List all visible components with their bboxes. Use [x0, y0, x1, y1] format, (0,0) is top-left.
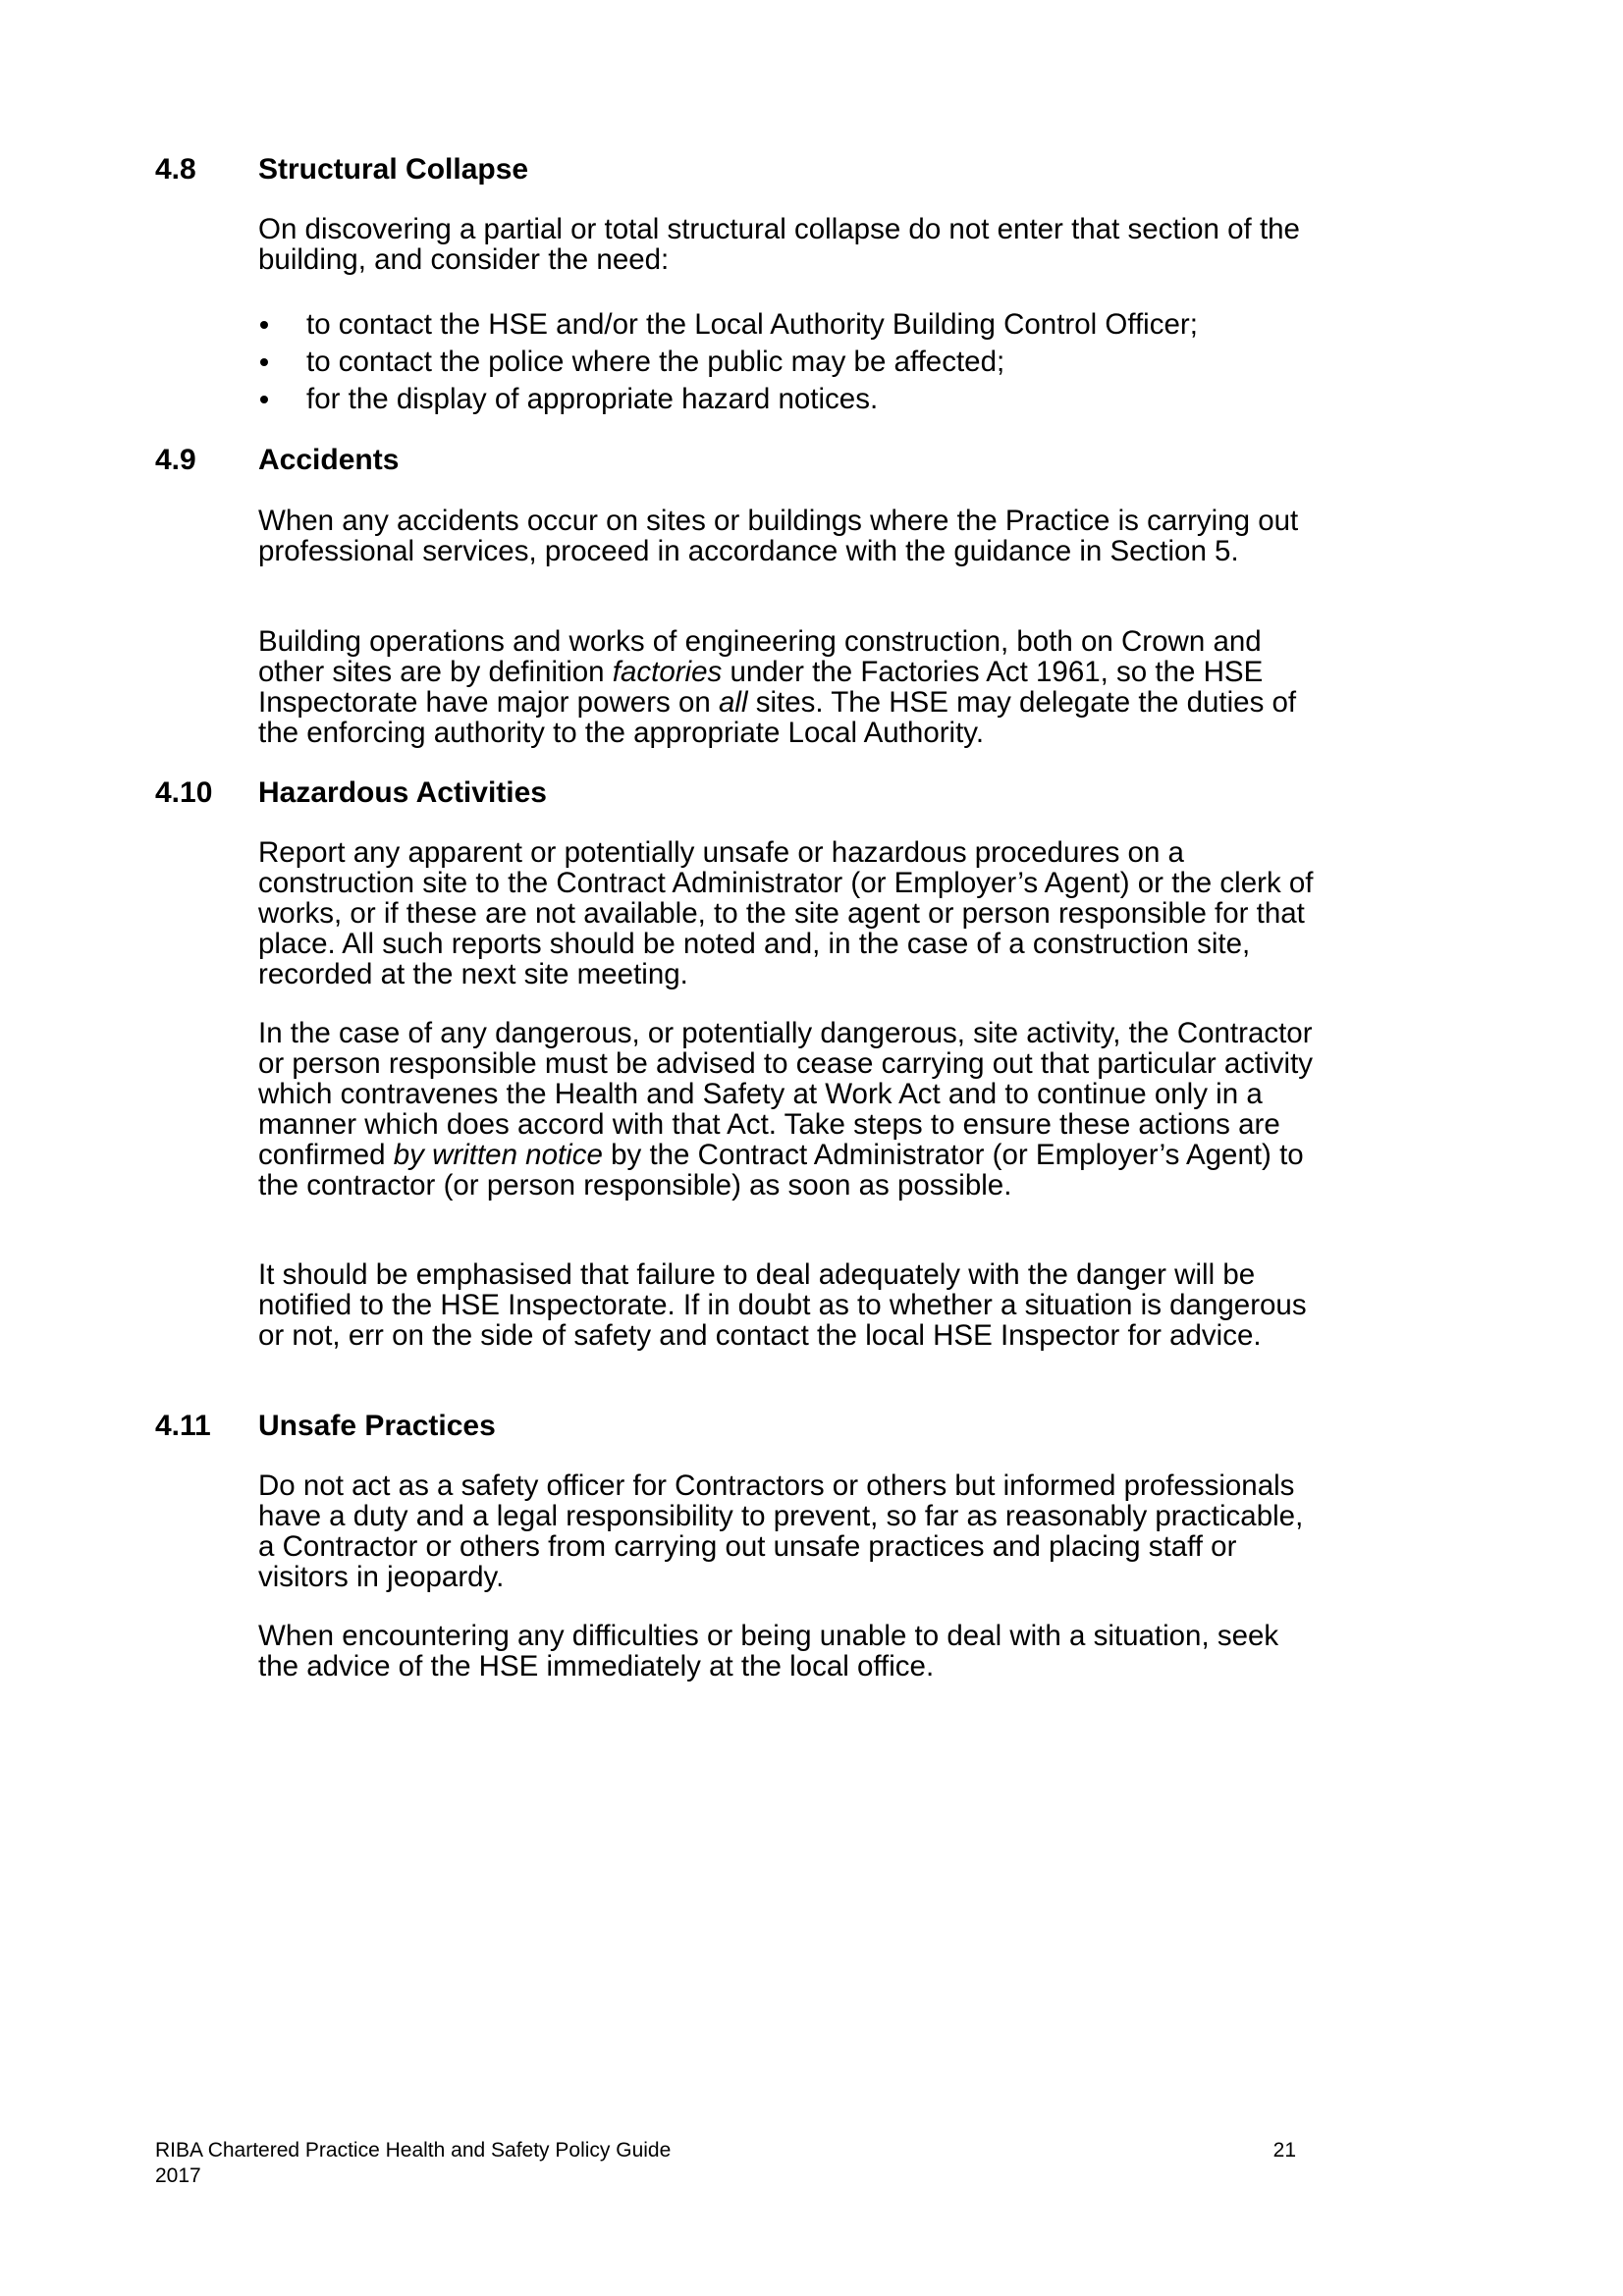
footer-title: RIBA Chartered Practice Health and Safety Policy Guide [155, 2139, 672, 2162]
section-title: Unsafe Practices [258, 1410, 496, 1442]
bullet-icon [260, 321, 268, 329]
section-heading-4-11 [155, 1409, 496, 1444]
page-number: 21 [1272, 2139, 1296, 2162]
bullet-icon [260, 358, 268, 366]
section-title: Hazardous Activities [258, 776, 547, 809]
section-4-10-paragraph-3: It should be emphasised that failure to deal adequately with the danger will be notified to the HSE Inspectorate. If in doubt as to whether a situation is dangerous or not, err on the side of safety and contact the local HSE Inspector for advice. [258, 1258, 1307, 1352]
list-item: to contact the HSE and/or the Local Authority Building Control Officer; [258, 306, 1319, 344]
section-4-9-paragraph-1: When any accidents occur on sites or buildings where the Practice is carrying out professional services, proceed in accordance with the guidance in Section 5. [258, 505, 1299, 567]
section-4-11-paragraph-2: When encountering any difficulties or being unable to deal with a situation, seek the advice of the HSE immediately at the local office. [258, 1620, 1279, 1682]
section-4-8-intro: On discovering a partial or total structural collapse do not enter that section of the building, and consider the need: [258, 213, 1300, 276]
section-4-9-paragraph-2: Building operations and works of engineering construction, both on Crown and other sites are by definition factories under the Factories Act 1961, so the HSE Inspectorate have major powers on all sites. The HSE may delegate the duties of the enforcing authority to the appropriate Local Authority. [258, 625, 1297, 749]
section-heading-4-9 [155, 443, 399, 478]
bullet-list [258, 306, 1319, 418]
bullet-icon [260, 396, 268, 403]
list-item: for the display of appropriate hazard notices. [258, 381, 1319, 418]
page-footer [155, 2138, 671, 2189]
section-4-10-paragraph-2: In the case of any dangerous, or potentially dangerous, site activity, the Contractor or person responsible must be advised to cease carrying out that particular activity which contravenes the Health and Safety at Work Act and to continue only in a manner which does accord with that Act. Take steps to ensure these actions are confirmed by written notice by the Contract Administrator (or Employer’s Agent) to the contractor (or person responsible) as soon as possible. [258, 1017, 1314, 1201]
section-number: 4.10 [155, 776, 213, 809]
section-4-10-paragraph-1: Report any apparent or potentially unsafe or hazardous procedures on a construction site to the Contract Administrator (or Employer’s Agent) or the clerk of works, or if these are not available, to the site agent or person responsible for that place. All such reports should be noted and, in the case of a construction site, recorded at the next site meeting. [258, 836, 1314, 990]
section-number: 4.11 [155, 1410, 211, 1442]
section-title: Structural Collapse [258, 153, 529, 186]
section-number: 4.8 [155, 153, 196, 186]
section-4-11-paragraph-1: Do not act as a safety officer for Contractors or others but informed professionals have a duty and a legal responsibility to prevent, so far as reasonably practicable, a Contractor or others from carrying out unsafe practices and placing staff or visitors in jeopardy. [258, 1469, 1304, 1593]
section-heading-4-10 [155, 775, 547, 811]
section-title: Accidents [258, 444, 400, 476]
list-item: to contact the police where the public may be affected; [258, 344, 1319, 381]
section-number: 4.9 [155, 444, 196, 476]
section-heading-4-8 [155, 152, 528, 187]
footer-year: 2017 [155, 2164, 201, 2187]
